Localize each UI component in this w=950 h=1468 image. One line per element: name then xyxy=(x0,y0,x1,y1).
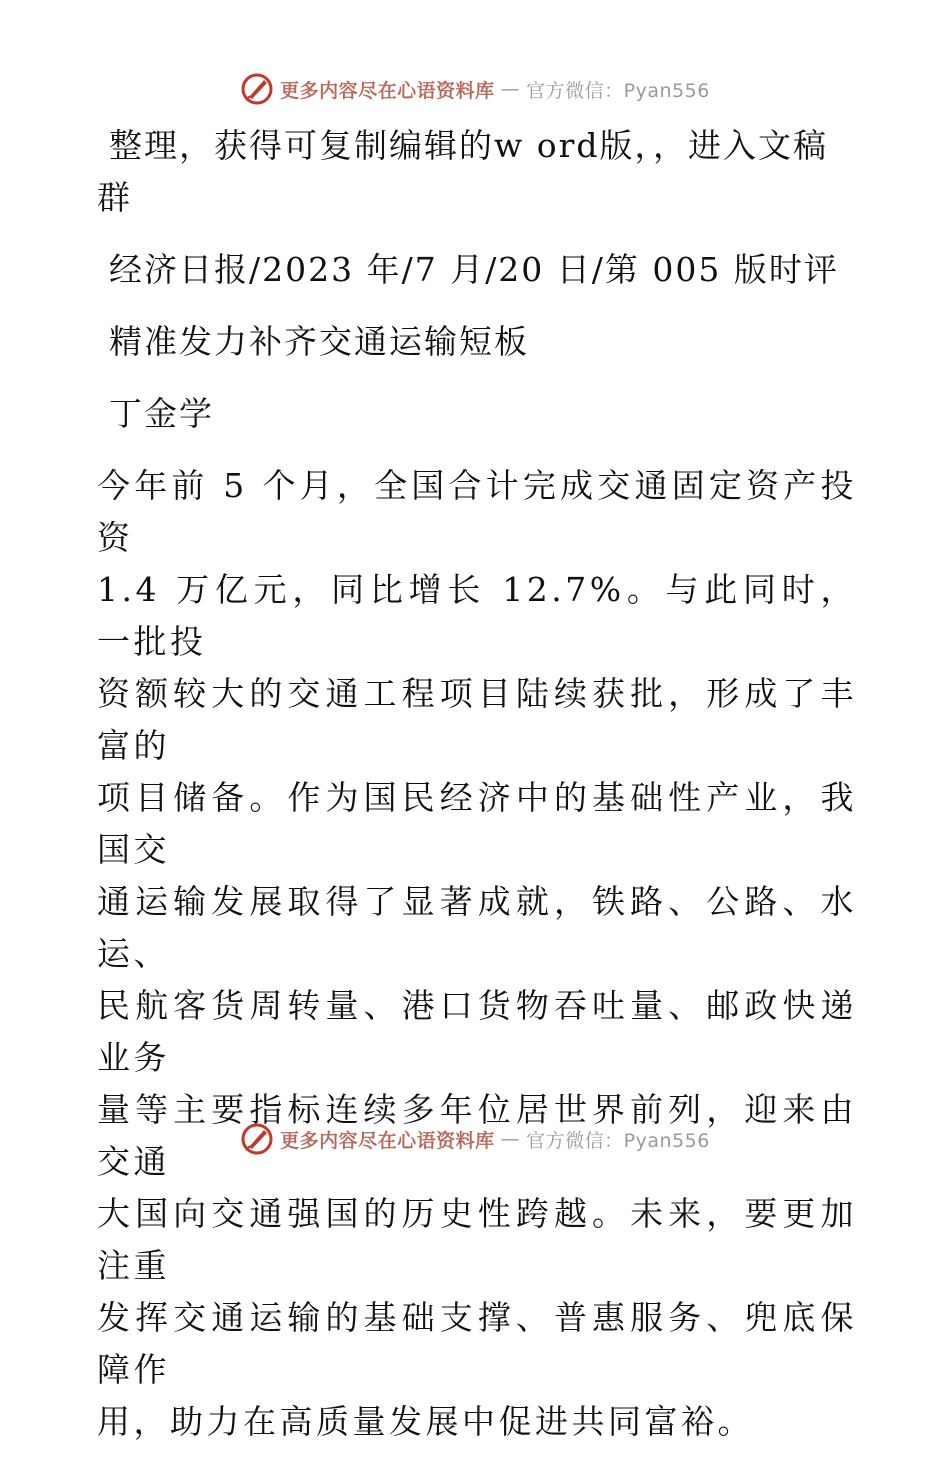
body-line-7: 量等主要指标连续多年位居世界前列，迎来由交通 xyxy=(97,1090,857,1181)
body-line-4: 项目储备。作为国民经济中的基础性产业，我国交 xyxy=(97,778,857,869)
watermark-wechat: 官方微信：Pyan556 xyxy=(526,79,710,102)
watermark-dash: — xyxy=(500,1128,521,1150)
footer-watermark xyxy=(0,1122,950,1156)
body-line-6: 民航客货周转量、港口货物吞吐量、邮政快递业务 xyxy=(97,986,857,1077)
quill-logo-icon xyxy=(240,72,274,106)
body-line-9: 发挥交通运输的基础支撑、普惠服务、兜底保障作 xyxy=(97,1298,857,1389)
body-line-2: 1.4 万亿元，同比增长 12.7%。与此同时，一批投 xyxy=(97,570,857,661)
watermark-brand: 更多内容尽在心语资料库 xyxy=(280,79,495,102)
body-line-5: 通运输发展取得了显著成就，铁路、公路、水运、 xyxy=(97,882,857,973)
article-paragraph xyxy=(97,460,857,1448)
watermark-wechat: 官方微信：Pyan556 xyxy=(526,1129,710,1152)
article-title: 精准发力补齐交通运输短板 xyxy=(109,322,529,361)
header-watermark xyxy=(0,72,950,106)
quill-logo-icon xyxy=(240,1122,274,1156)
body-line-1: 今年前 5 个月，全国合计完成交通固定资产投资 xyxy=(97,466,857,557)
body-line-8: 大国向交通强国的历史性跨越。未来，要更加注重 xyxy=(97,1194,857,1285)
watermark-brand: 更多内容尽在心语资料库 xyxy=(280,1129,495,1152)
document-body xyxy=(97,120,857,1468)
body-line-3: 资额较大的交通工程项目陆续获批，形成了丰富的 xyxy=(97,674,857,765)
intro-line-2: 群 xyxy=(97,178,132,217)
body-line-10: 用，助力在高质量发展中促进共同富裕。 xyxy=(97,1402,754,1441)
article-author: 丁金学 xyxy=(109,394,214,433)
watermark-dash: — xyxy=(500,78,521,100)
source-line: 经济日报/2023 年/7 月/20 日/第 005 版时评 xyxy=(109,250,839,289)
intro-line-1: 整理，获得可复制编辑的w ord版，，进入文稿 xyxy=(109,126,829,165)
